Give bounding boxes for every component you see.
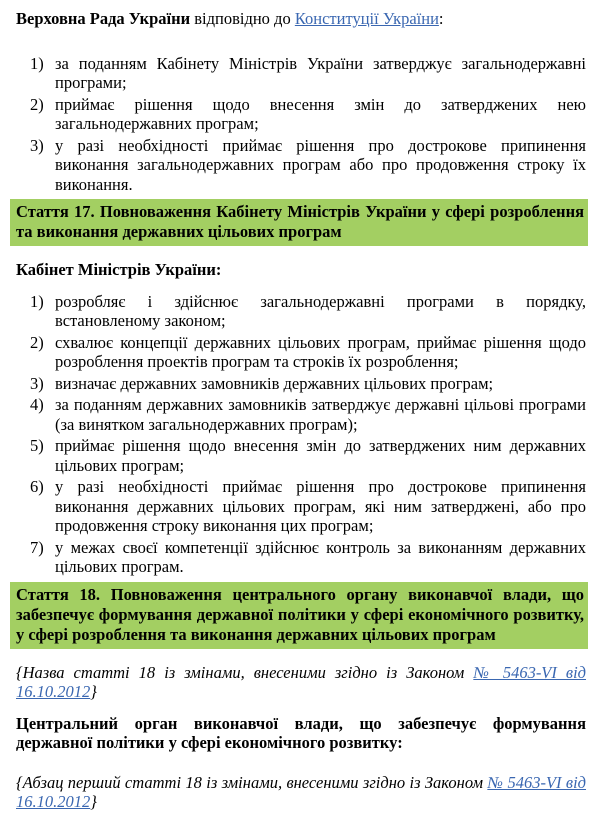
- law-5463-link-1[interactable]: № 5463-VI від 16.10.2012: [16, 662, 587, 701]
- constitution-link[interactable]: Конституції України: [294, 9, 439, 28]
- vr-powers-list: [16, 54, 586, 195]
- list-item: [16, 538, 586, 577]
- article-17-heading: Стаття 17. Повноваження Кабінету Міністрів України у сфері розроблення та виконання державних цільових програм: [10, 199, 588, 246]
- amendment-note-1: [16, 663, 586, 702]
- list-item: [16, 136, 586, 195]
- list-item: [16, 395, 586, 434]
- list-item: [16, 54, 586, 93]
- list-item-number: 6): [30, 477, 44, 496]
- list-item-number: 1): [30, 53, 44, 73]
- intro-tail-text: :: [438, 9, 444, 28]
- intro-paragraph: [16, 9, 586, 29]
- list-item-text: визначає державних замовників державних цільових програм;: [55, 373, 494, 393]
- list-item-number: 7): [30, 537, 44, 557]
- central-body-paragraph: Центральний орган виконавчої влади, що забезпечує формування державної політики у сфері економічного розвитку:: [16, 713, 586, 752]
- list-item: [16, 292, 586, 331]
- cabinet-powers-list: [16, 292, 586, 577]
- list-item-number: 3): [30, 135, 44, 155]
- list-item-text: за поданням державних замовників затверджує державні цільові програми (за винятком загальнодержавних програм);: [55, 395, 586, 434]
- list-item: [16, 477, 586, 536]
- note-suffix-text: }: [90, 792, 97, 811]
- law-5463-link-2[interactable]: № 5463-VI від 16.10.2012: [16, 772, 587, 811]
- list-item-text: у разі необхідності приймає рішення про дострокове припинення виконання загальнодержавних програм або про продовження строку їх виконання.: [55, 135, 586, 194]
- list-item-number: 2): [30, 332, 44, 352]
- list-item: [16, 95, 586, 134]
- list-item-text: у разі необхідності приймає рішення про дострокове припинення виконання державних цільових програм, які ним затверджені, або про продовження строку виконання цих програм;: [55, 477, 586, 535]
- list-item: [16, 333, 586, 372]
- amendment-note-2: [16, 773, 586, 812]
- list-item-number: 5): [30, 436, 44, 455]
- list-item-text: приймає рішення щодо внесення змін до затверджених ним державних цільових програм;: [55, 436, 586, 475]
- list-item-number: 1): [30, 291, 44, 311]
- list-item-text: приймає рішення щодо внесення змін до затверджених нею загальнодержавних програм;: [55, 94, 586, 133]
- list-item-text: розробляє і здійснює загальнодержавні програми в порядку, встановленому законом;: [55, 291, 586, 330]
- list-item: [16, 436, 586, 475]
- intro-middle-text: відповідно до: [190, 9, 295, 28]
- note-prefix-text: {Абзац перший статті 18 із змінами, внесеними згідно із Законом: [16, 772, 488, 792]
- note-suffix-text: }: [90, 682, 97, 701]
- list-item-number: 2): [30, 94, 44, 114]
- cabinet-lead: Кабінет Міністрів України:: [16, 260, 222, 279]
- verkhovna-rada-name: Верховна Рада України: [16, 9, 191, 28]
- list-item: [16, 374, 586, 394]
- list-item-text: за поданням Кабінету Міністрів України затверджує загальнодержавні програми;: [55, 53, 586, 92]
- list-item-text: схвалює концепції державних цільових програм, приймає рішення щодо розроблення проектів програм та строків їх розроблення;: [55, 332, 586, 371]
- list-item-number: 3): [30, 373, 44, 393]
- list-item-text: у межах своєї компетенції здійснює контроль за виконанням державних цільових програм.: [55, 537, 586, 576]
- article-18-heading: Стаття 18. Повноваження центрального органу виконавчої влади, що забезпечує формування державної політики у сфері економічного розвитку, у сфері розроблення та виконання державних цільових програм: [10, 582, 588, 649]
- list-item-number: 4): [30, 395, 44, 414]
- note-prefix-text: {Назва статті 18 із змінами, внесеними згідно із Законом: [16, 662, 474, 682]
